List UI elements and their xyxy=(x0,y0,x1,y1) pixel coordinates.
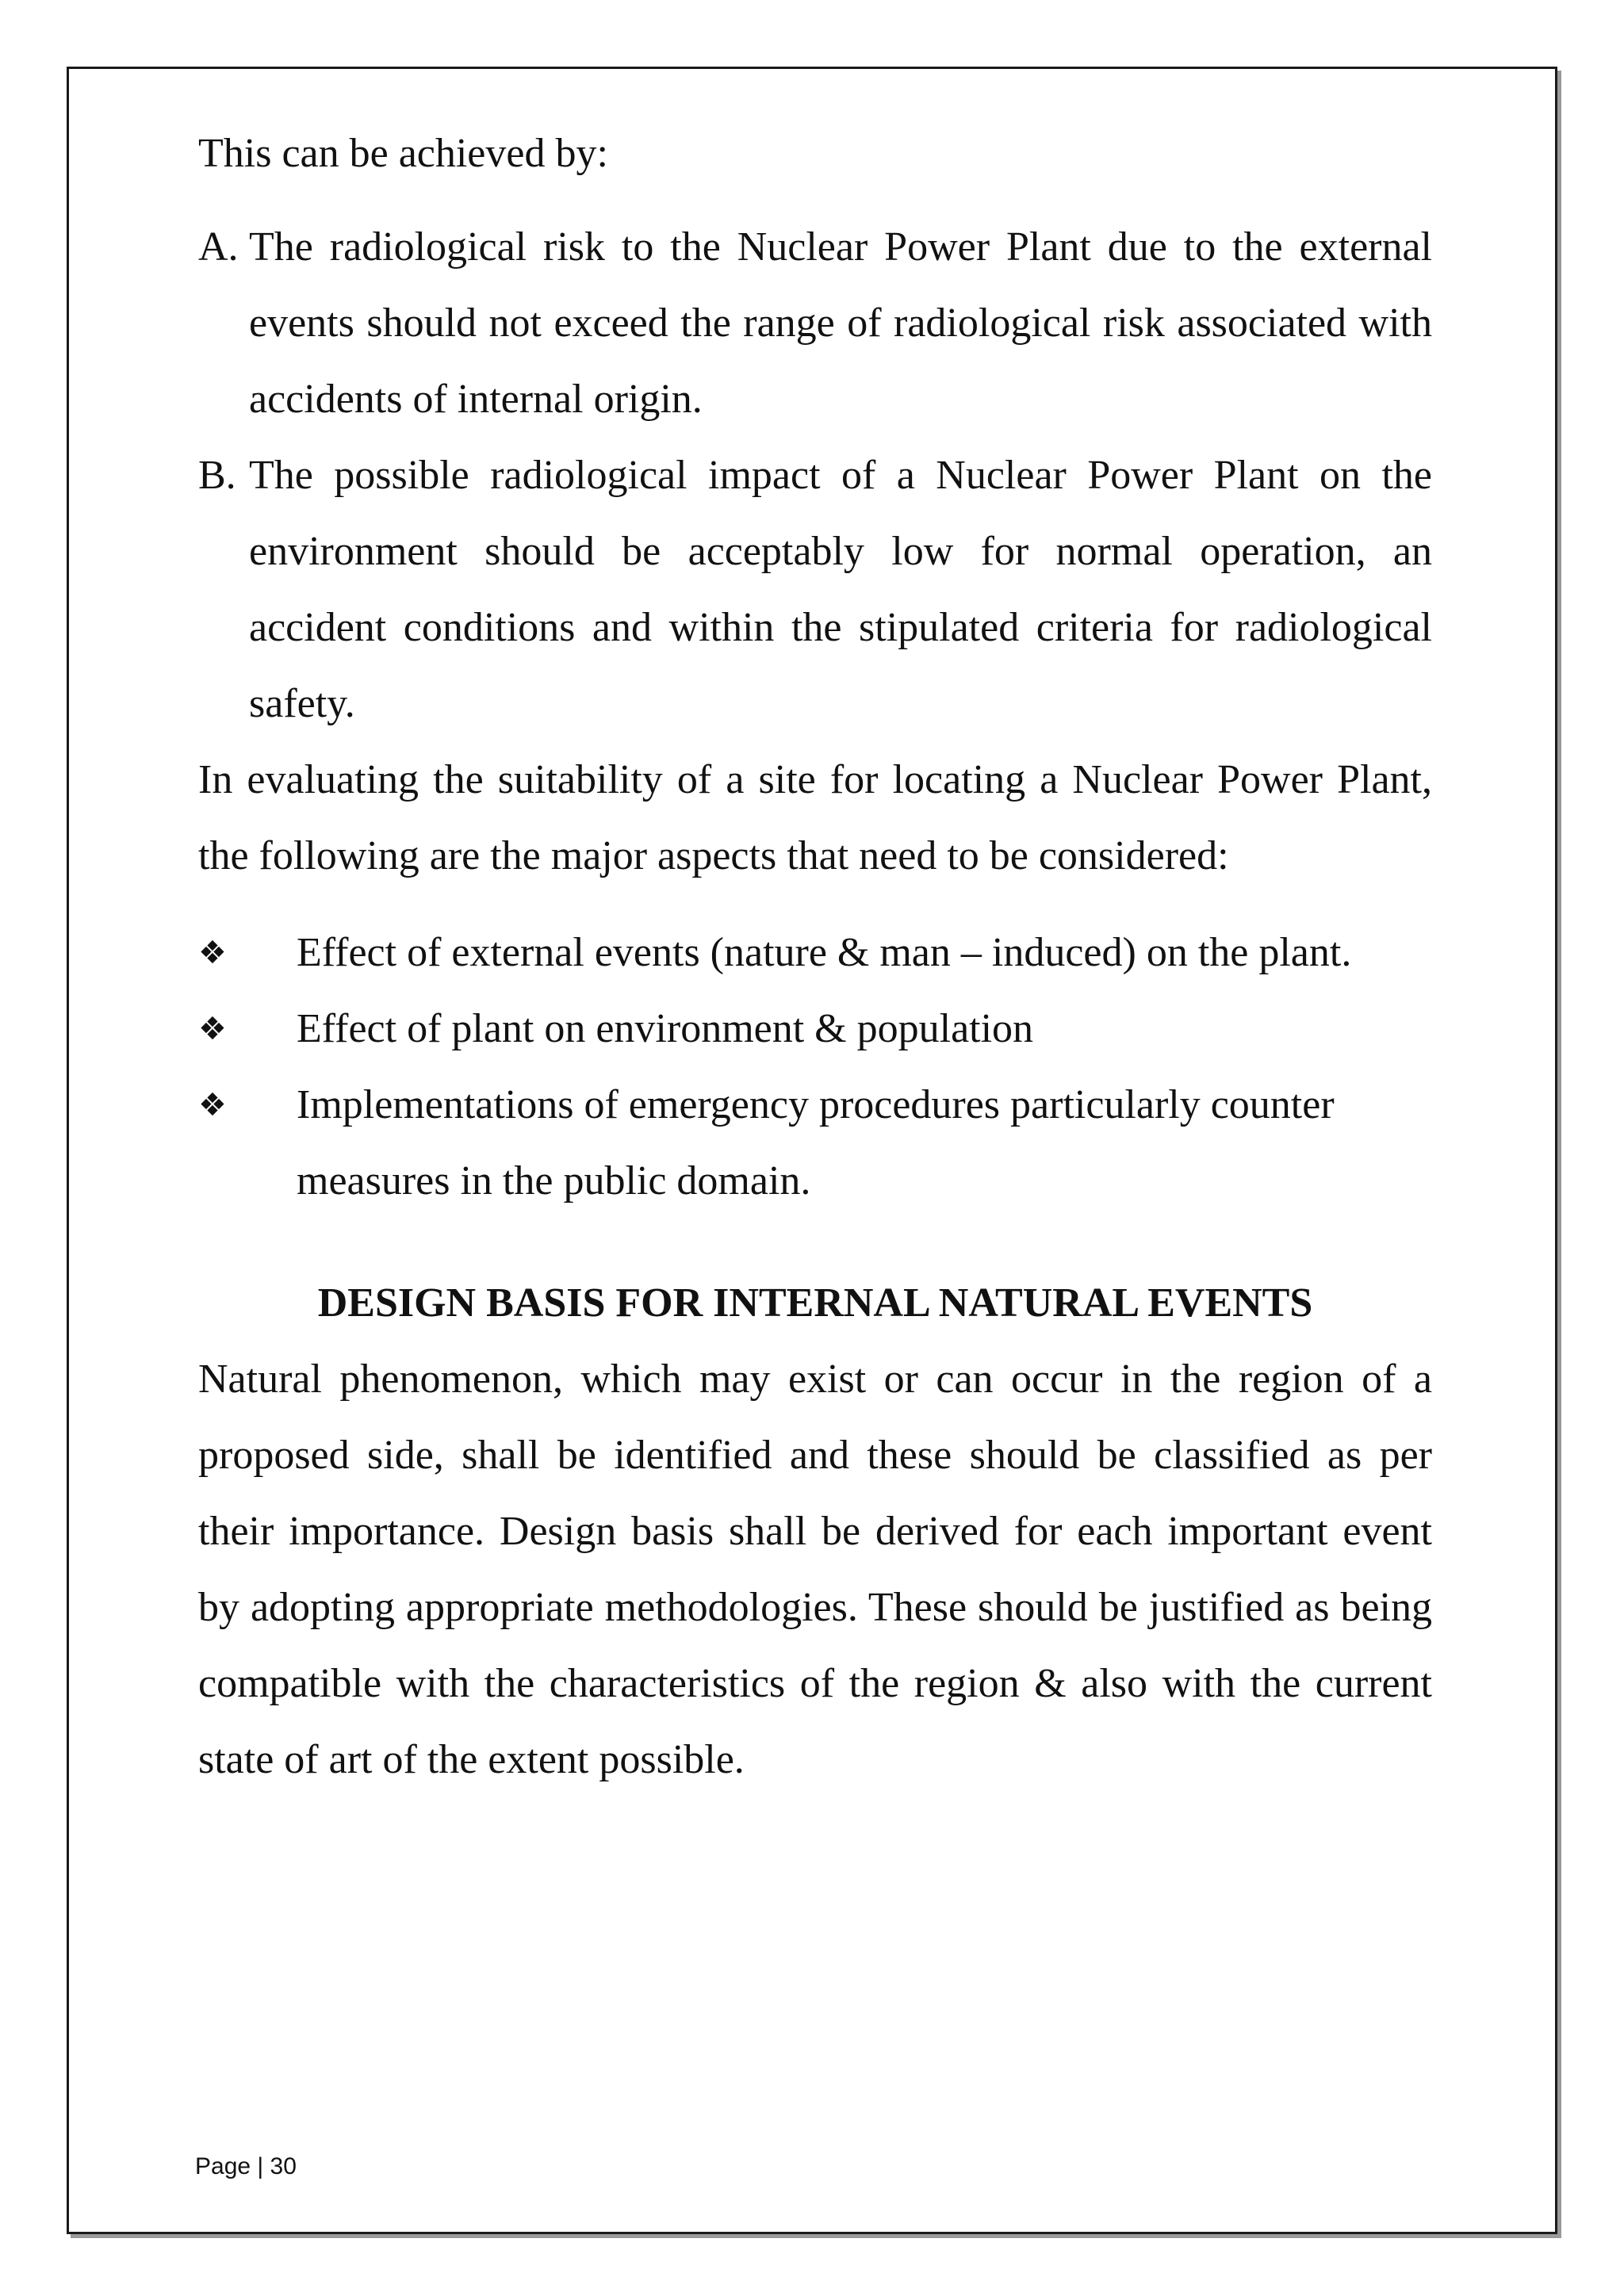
intro-text: This can be achieved by: xyxy=(198,131,608,176)
list-marker-b: B. xyxy=(198,453,236,498)
bullet-text: Effect of plant on environment & population xyxy=(297,1006,1034,1051)
page-content xyxy=(198,116,1432,1798)
list-item-a xyxy=(198,209,1432,438)
section-paragraph: Natural phenomenon, which may exist or can occur in the region of a proposed side, shall be identified and these should be classified as per their importance. Design basis shall be derived for each important event by adopting appropriate methodologies. These should be justified as being compatible with the characteristics of the region & also with the current state of art of the extent possible. xyxy=(198,1357,1432,1782)
list-marker-a: A. xyxy=(198,224,239,270)
diamond-bullet-icon: ❖ xyxy=(198,935,227,971)
page-number-footer: Page | 30 xyxy=(195,2153,297,2179)
section-heading: DESIGN BASIS FOR INTERNAL NATURAL EVENTS xyxy=(317,1280,1313,1326)
diamond-bullet-icon: ❖ xyxy=(198,1087,227,1123)
bullet-item xyxy=(198,1067,1432,1219)
diamond-bullet-icon: ❖ xyxy=(198,1011,227,1047)
bullet-item xyxy=(198,991,1432,1067)
evaluation-paragraph: In evaluating the suitability of a site for locating a Nuclear Power Plant, the following are the major aspects that need to be considered: xyxy=(198,757,1432,878)
list-text-b: The possible radiological impact of a Nuclear Power Plant on the environment should be acceptably low for normal operation, an accident conditions and within the stipulated criteria for radiological safety. xyxy=(249,453,1432,726)
list-item-b xyxy=(198,438,1432,742)
lettered-list xyxy=(198,209,1432,742)
bullet-text: Implementations of emergency procedures particularly counter measures in the public domain. xyxy=(297,1082,1335,1203)
bullet-text: Effect of external events (nature & man – induced) on the plant. xyxy=(297,930,1352,975)
bullet-item xyxy=(198,915,1432,991)
list-text-a: The radiological risk to the Nuclear Power Plant due to the external events should not exceed the range of radiological risk associated with accidents of internal origin. xyxy=(249,224,1432,422)
aspects-bullet-list xyxy=(198,915,1432,1219)
